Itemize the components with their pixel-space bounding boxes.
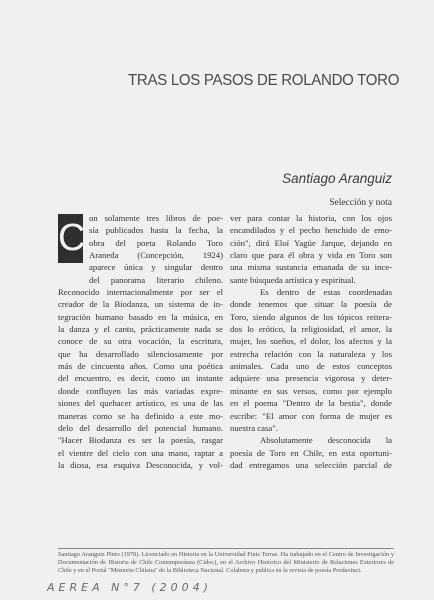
text-line: sante búsqueda artística y espiritual.: [230, 274, 356, 285]
text-line: creador de la Biodanza, un sistema de in-: [58, 299, 223, 310]
text-line: Araneda (Concepción, 1924): [89, 250, 223, 261]
text-line: Absolutamente desconocida la: [260, 435, 392, 446]
text-line: aparece única y singular dentro: [89, 262, 223, 273]
text-line: del encuentro, es decir, como un instante: [58, 373, 223, 384]
text-line: adquiere una presencia vigorosa y deter-: [230, 373, 392, 384]
text-line: ver para contar la historia, con los ojos: [230, 213, 392, 223]
text-line: conoce de su otra vocación, la escritura,: [58, 336, 223, 347]
text-line: animales. Cada uno de estos conceptos: [230, 361, 392, 372]
text-line: nuestra casa".: [230, 422, 278, 433]
text-line: tegración humano basado en la música, en: [58, 311, 223, 322]
text-line: en el poema "Dentro de la bestia", donde: [230, 398, 392, 409]
text-line: dad entregamos una selección parcial de: [230, 459, 392, 470]
drop-cap: C: [58, 214, 83, 263]
author-footnote: Santiago Aranguiz Pinto (1978). Licenciado en Historia en la Universidad Finis Terrae. Ha trabajado en el Centro de Investigación y Documentación de Historia de Chile Contemporánea (Cidoc), en el Archivo Histórico del Ministerio de Relaciones Exteriores de Chile y en el Portal "Memoria Chilena" de la Biblioteca Nacional. Colabora y publica en la revista de poesía Prodavinci.: [58, 551, 394, 575]
text-line: Reconocido internacionalmente por ser el: [58, 287, 223, 298]
text-line: encandilados y el pecho henchido de emo-: [230, 225, 392, 236]
text-line: "Hacer Biodanza es ser la poesía, rasgar: [58, 435, 223, 446]
text-line: el vientre del cielo con una mano, raptar a: [58, 447, 223, 458]
text-line: una misma sustancia emanada de su ince-: [230, 262, 392, 273]
text-line: donde tenemos que situar la poesía de: [230, 299, 392, 310]
text-line: Toro, siendo algunos de los tópicos reitera-: [230, 311, 392, 322]
author-name: Santiago Aranguiz: [282, 171, 392, 186]
text-line: que ha desarrollado silenciosamente por: [58, 348, 223, 359]
text-line: la diosa, esa esquiva Desconocida, y vol-: [58, 459, 223, 470]
text-line: estrecha relación con la naturaleza y los: [230, 348, 392, 359]
right-column: [230, 212, 392, 471]
text-line: maneras como se ha definido a este mo-: [58, 410, 223, 421]
handwritten-annotation-text: AEREA N°7 (2004): [47, 581, 212, 594]
article-subtitle: Selección y nota: [329, 198, 392, 208]
text-line: claro que para él obra y vida en Toro son: [230, 250, 392, 261]
left-column: [58, 212, 223, 471]
text-line: obra del poeta Rolando Toro: [89, 237, 223, 248]
handwritten-annotation: [45, 578, 295, 594]
text-line: siones del quehacer artístico, es una de las: [58, 398, 223, 409]
text-line: dos lo erótico, la religiosidad, el amor, la: [230, 324, 392, 335]
text-line: escribe: "El amor con forma de mujer es: [230, 410, 392, 421]
text-line: Es dentro de estas coordenadas: [260, 287, 392, 298]
text-line: on solamente tres libros de poe-: [89, 213, 223, 223]
text-line: más de cincuenta años. Como una poética: [58, 361, 223, 372]
text-line: minante en sus versos, como por ejemplo: [230, 385, 392, 396]
article-title: TRAS LOS PASOS DE ROLANDO TORO: [128, 72, 400, 89]
text-line: poesía de Toro en Chile, en esta oportuni-: [230, 447, 392, 458]
footnote-rule: [58, 548, 394, 549]
text-line: delo del desarrollo del potencial humano.: [58, 422, 223, 433]
text-line: la danza y el canto, prácticamente nada se: [58, 324, 223, 335]
text-line: del panorama literario chileno.: [89, 274, 223, 285]
text-line: sía publicados hasta la fecha, la: [89, 225, 223, 236]
text-line: donde confluyen las más variadas expre-: [58, 385, 223, 396]
text-line: ción", dirá Eloí Yagüe Jarque, dejando en: [230, 237, 392, 248]
text-line: mujer, los sueños, el dolor, los afectos y la: [230, 336, 392, 347]
